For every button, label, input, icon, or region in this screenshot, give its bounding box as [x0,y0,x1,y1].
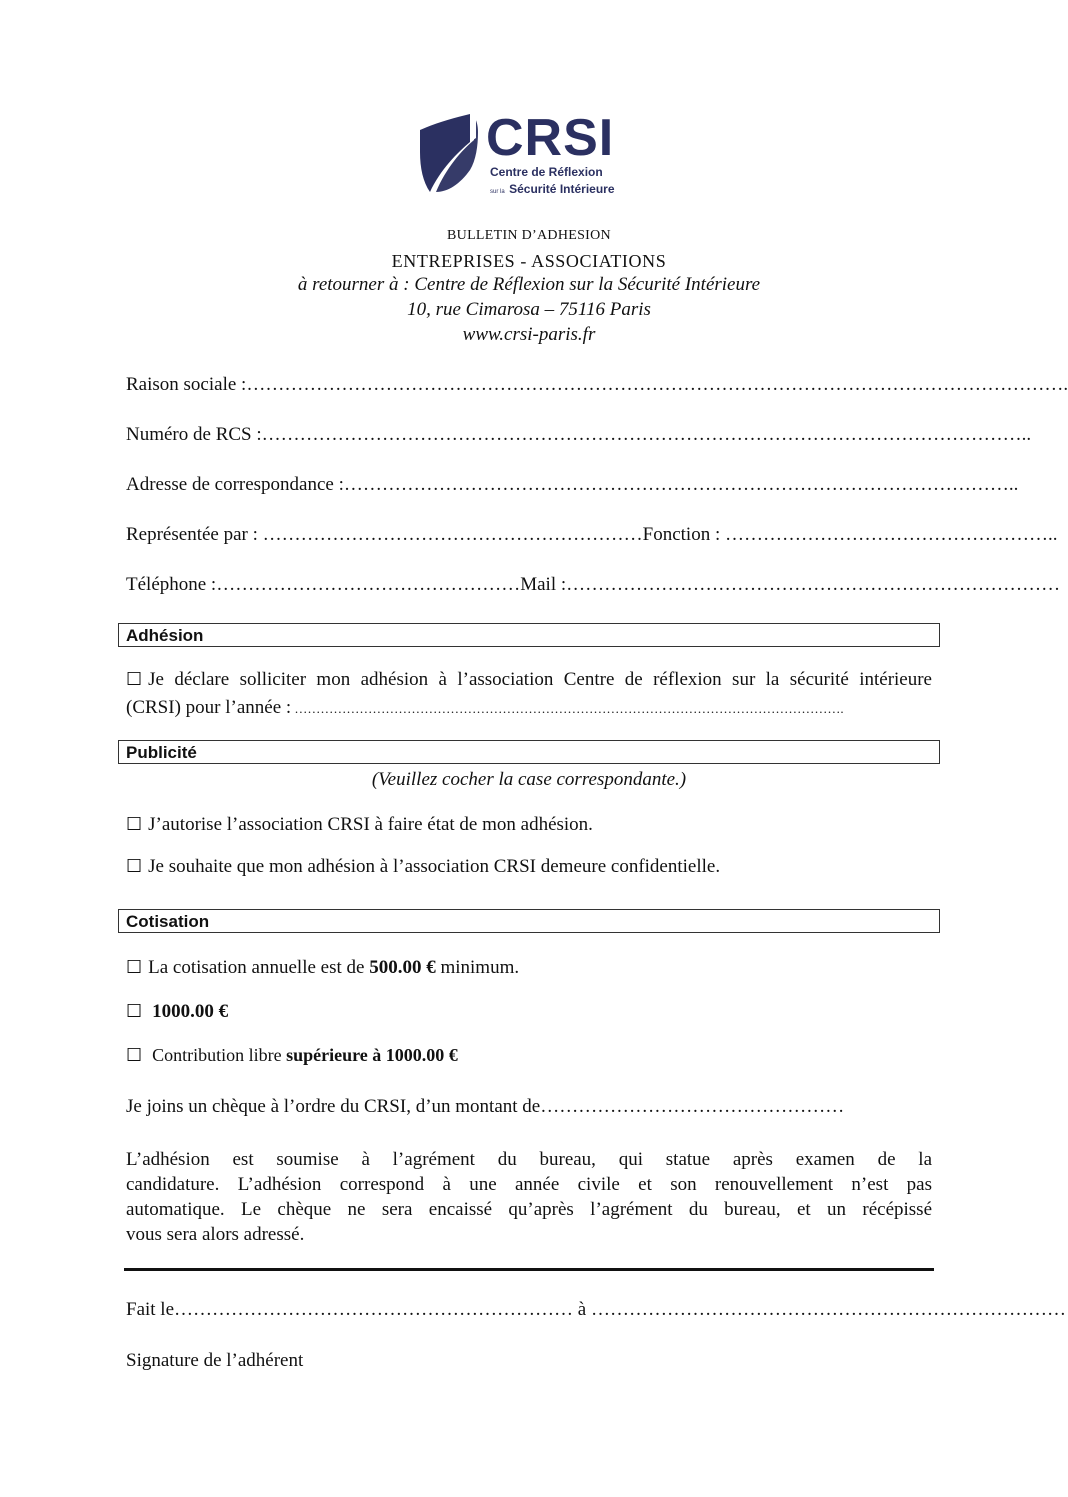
logo-acronym: CRSI [486,109,615,167]
section-cotisation: Cotisation [118,909,940,933]
field-label: Raison sociale : [126,374,247,395]
field-representee[interactable]: Représentée par : ……………………………………………………Fonction : …………………………………………….. [126,524,1058,545]
adhesion-checkbox-line[interactable] [126,669,932,691]
field-adresse[interactable]: Adresse de correspondance :…………………………………………………………………………………………….. [126,474,1019,495]
return-to: à retourner à : Centre de Réflexion sur la Sécurité Intérieure [297,274,761,295]
field-label-fonction: Fonction : [642,524,721,545]
adhesion-year-line[interactable]: (CRSI) pour l’année : ………………………………………………………………………………………………………………. [126,697,844,718]
logo-line1: Centre de Réflexion [490,165,603,179]
website-link[interactable]: www.crsi-paris.fr [462,324,596,345]
crsi-logo [418,109,638,198]
audience-title: ENTREPRISES - ASSOCIATIONS [391,251,667,271]
field-rcs[interactable]: Numéro de RCS :………………………………………………………………………………………………………….. [126,424,1032,445]
option-label: Contribution libre [152,1045,287,1065]
address: 10, rue Cimarosa – 75116 Paris [407,299,651,320]
field-label: Adresse de correspondance : [126,474,344,495]
logo-line2-main: Sécurité Intérieure [509,182,615,196]
fait-le-label: Fait le [126,1299,175,1320]
notice-line: vous sera alors adressé. [126,1224,305,1245]
checkbox-icon[interactable]: ☐ [126,814,143,835]
adhesion-year-label: (CRSI) pour l’année : [126,697,292,718]
notice-paragraph [126,1147,932,1247]
publicite-option-2[interactable] [126,856,932,878]
notice-line: candidature. L’adhésion correspond à une année civile et son renouvellement n’est pas [126,1174,932,1195]
logo-line2 [490,180,615,198]
cotisation-option-1[interactable] [126,957,932,979]
logo-line2-small: sur la [490,189,505,195]
checkbox-icon[interactable]: ☐ [126,856,143,877]
divider [124,1268,934,1271]
option-amount: 500.00 € [369,957,436,978]
notice-line: automatique. Le chèque ne sera encaissé qu’après l’agrément du bureau, et un récépissé [126,1199,932,1220]
option-amount: supérieure à 1000.00 € [286,1045,458,1065]
adhesion-text: Je déclare solliciter mon adhésion à l’association Centre de réflexion sur la sécurité intérieure [148,669,932,690]
cheque-label: Je joins un chèque à l’ordre du CRSI, d’un montant de [126,1096,541,1117]
option-label: Je souhaite que mon adhésion à l’association CRSI demeure confidentielle. [148,856,721,877]
a-label: à [573,1299,591,1320]
section-publicite: Publicité [118,740,940,764]
document-type: BULLETIN D’ADHESION [447,228,611,243]
cotisation-option-3[interactable] [126,1045,932,1066]
cotisation-option-2[interactable] [126,1001,932,1023]
section-adhesion: Adhésion [118,623,940,647]
field-label: Téléphone : [126,574,217,595]
checkbox-icon[interactable]: ☐ [126,957,143,978]
field-raison-sociale[interactable]: Raison sociale :…………………………………………………………………………………………………………………. [126,374,1068,395]
signature-label: Signature de l’adhérent [126,1350,304,1371]
option-label: La cotisation annuelle est de [148,957,370,978]
option-label: J’autorise l’association CRSI à faire état de mon adhésion. [148,814,593,835]
cheque-line[interactable]: Je joins un chèque à l’ordre du CRSI, d’un montant de………………………………………… [126,1096,845,1117]
field-label: Représentée par : [126,524,258,545]
field-label-mail: Mail : [520,574,567,595]
checkbox-icon[interactable]: ☐ [126,669,143,690]
publicite-option-1[interactable] [126,814,932,836]
field-telephone[interactable]: Téléphone :…………………………………………Mail :…………………………………………………………………… [126,574,1061,595]
field-label: Numéro de RCS : [126,424,262,445]
fait-le-line[interactable]: Fait le……………………………………………………… à ………………………………………………………………… [126,1299,1066,1320]
option-amount: 1000.00 € [152,1001,229,1022]
checkbox-icon[interactable]: ☐ [126,1045,143,1066]
checkbox-icon[interactable]: ☐ [126,1001,143,1022]
option-suffix: minimum. [435,957,520,978]
notice-line: L’adhésion est soumise à l’agrément du bureau, qui statue après examen de la [126,1149,932,1170]
publicite-instruction: (Veuillez cocher la case correspondante.) [371,769,687,790]
